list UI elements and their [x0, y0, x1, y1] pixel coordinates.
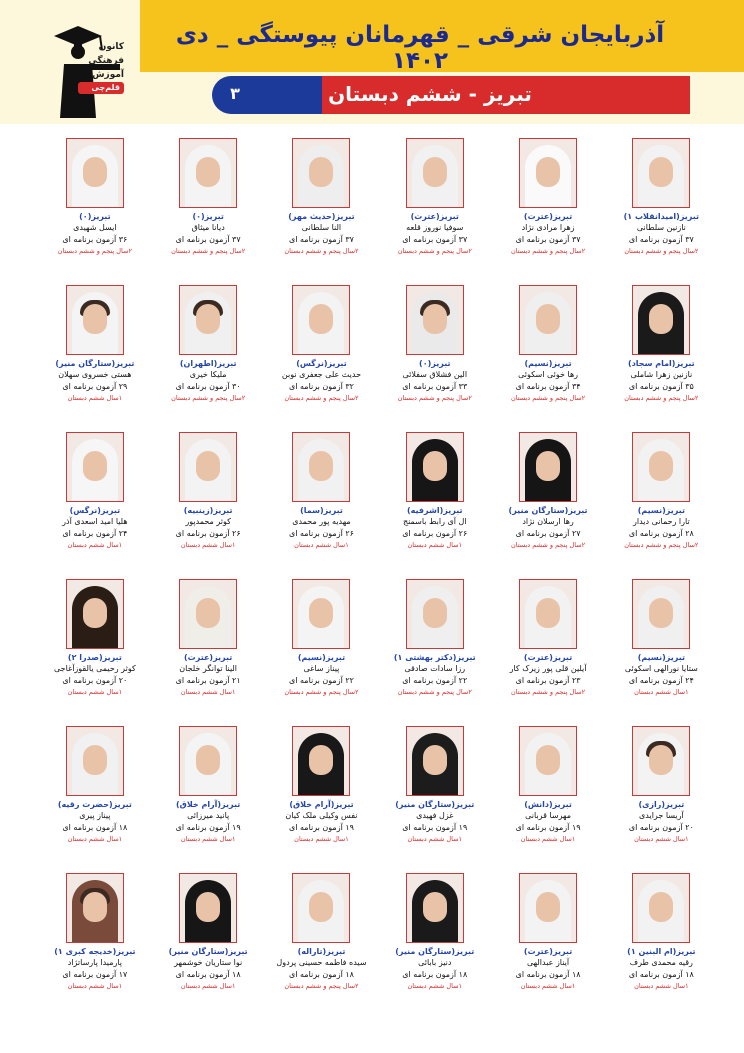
- student-card: [265, 869, 378, 1016]
- student-name: سوفیا نوروز قلعه: [406, 223, 464, 232]
- face-shape: [649, 157, 673, 187]
- student-name: رزا سادات صادقی: [404, 664, 466, 673]
- exam-count: ۳۳ آزمون برنامه ای: [402, 382, 468, 391]
- student-photo: [292, 579, 350, 649]
- face-shape: [196, 157, 220, 187]
- years-note: ۱سال ششم دبستان: [634, 982, 689, 990]
- student-name: نفس وکیلی ملک کیان: [285, 811, 358, 820]
- student-card: [152, 281, 265, 428]
- student-name: نوا ستاریان خوشمهر: [174, 958, 243, 967]
- student-name: کوثر رحیمی یالقوزآغاجی: [53, 664, 136, 673]
- school-label: تبریز(ستارگان منیر): [395, 800, 475, 809]
- years-note: ۱سال ششم دبستان: [294, 835, 349, 843]
- face-shape: [83, 451, 107, 481]
- years-note: ۱سال ششم دبستان: [180, 688, 236, 696]
- student-photo: [66, 579, 124, 649]
- student-card: [491, 428, 604, 575]
- face-shape: [536, 304, 560, 334]
- face-shape: [536, 157, 560, 187]
- student-photo: [292, 873, 350, 943]
- face-shape: [423, 745, 447, 775]
- exam-count: ۲۴ آزمون برنامه ای: [62, 529, 128, 538]
- student-name: پارمیدا پارساتژاد: [67, 958, 123, 967]
- student-name: پیناز پیری: [79, 811, 111, 820]
- student-card: [38, 722, 151, 869]
- student-card: [265, 281, 378, 428]
- student-card: [152, 575, 265, 722]
- years-note: ۱سال ششم دبستان: [407, 541, 463, 549]
- student-photo: [292, 285, 350, 355]
- student-name: الین فشلاق سفلائی: [402, 370, 468, 379]
- face-shape: [649, 304, 673, 334]
- student-card: [491, 575, 604, 722]
- face-shape: [423, 598, 447, 628]
- page-subtitle: تبریز - ششم دبستان: [328, 82, 532, 106]
- exam-count: ۱۹ آزمون برنامه ای: [175, 823, 241, 832]
- student-name: کوثر محمدپور: [185, 517, 231, 526]
- exam-count: ۲۶ آزمون برنامه ای: [175, 529, 241, 538]
- face-shape: [423, 451, 447, 481]
- years-note: ۱سال ششم دبستان: [634, 688, 689, 696]
- exam-count: ۱۸ آزمون برنامه ای: [175, 970, 241, 979]
- years-note: ۱سال ششم دبستان: [180, 541, 236, 549]
- school-label: تبریز(سما): [300, 506, 343, 515]
- student-name: مهرسا قربانی: [525, 811, 571, 820]
- exam-count: ۳۲ آزمون برنامه ای: [288, 382, 354, 391]
- student-card: [265, 428, 378, 575]
- years-note: ۱سال ششم دبستان: [294, 541, 349, 549]
- student-photo: [179, 432, 237, 502]
- face-shape: [196, 892, 220, 922]
- face-shape: [309, 745, 333, 775]
- school-label: تبریز(امام سجاد): [628, 359, 695, 368]
- school-label: تبریز(ستارگان منیر): [508, 506, 588, 515]
- exam-count: ۱۷ آزمون برنامه ای: [62, 970, 128, 979]
- student-name: رها ارسلان نژاد: [522, 517, 574, 526]
- student-card: [152, 722, 265, 869]
- years-note: ۱سال ششم دبستان: [67, 541, 123, 549]
- exam-count: ۲۰ آزمون برنامه ای: [62, 676, 128, 685]
- school-label: تبریز(عترت): [523, 212, 573, 221]
- student-name: پانید میرزائی: [187, 811, 230, 820]
- face-shape: [536, 598, 560, 628]
- student-card: [152, 134, 265, 281]
- student-photo: [632, 726, 690, 796]
- face-shape: [309, 451, 333, 481]
- face-shape: [196, 304, 220, 334]
- school-label: تبریز(تاراله): [297, 947, 346, 956]
- student-photo: [519, 138, 577, 208]
- student-name: زهرا مرادی نژاد: [521, 223, 575, 232]
- exam-count: ۳۷ آزمون برنامه ای: [288, 235, 354, 244]
- student-photo: [179, 726, 237, 796]
- school-label: تبریز(خدیجه کبری ۱): [54, 947, 136, 956]
- student-card: [378, 281, 491, 428]
- exam-count: ۲۴ آزمون برنامه ای: [628, 676, 694, 685]
- logo-line: فرهنگی: [88, 56, 124, 66]
- exam-count: ۳۷ آزمون برنامه ای: [628, 235, 694, 244]
- exam-count: ۱۸ آزمون برنامه ای: [62, 823, 128, 832]
- school-label: تبریز(زینبیه): [183, 506, 233, 515]
- years-note: ۱سال ششم دبستان: [67, 394, 123, 402]
- exam-count: ۱۹ آزمون برنامه ای: [402, 823, 468, 832]
- student-card: [491, 281, 604, 428]
- years-note: ۲سال پنجم و ششم دبستان: [171, 394, 246, 402]
- years-note: ۲سال پنجم و ششم دبستان: [284, 982, 359, 990]
- face-shape: [536, 892, 560, 922]
- student-name: ستایا نورالهی اسکوئی: [624, 664, 698, 673]
- exam-count: ۳۰ آزمون برنامه ای: [175, 382, 241, 391]
- student-name: النا سلطانی: [301, 223, 342, 232]
- student-card: [265, 134, 378, 281]
- face-shape: [309, 157, 333, 187]
- face-shape: [649, 745, 673, 775]
- students-grid: [38, 134, 718, 1049]
- years-note: ۲سال پنجم و ششم دبستان: [284, 688, 359, 696]
- face-shape: [423, 892, 447, 922]
- student-card: [38, 134, 151, 281]
- years-note: ۱سال ششم دبستان: [520, 835, 576, 843]
- school-label: تبریز(نسیم): [637, 653, 685, 662]
- years-note: ۱سال ششم دبستان: [407, 982, 463, 990]
- years-note: ۲سال پنجم و ششم دبستان: [284, 394, 359, 402]
- student-card: [265, 722, 378, 869]
- years-note: ۱سال ششم دبستان: [67, 688, 123, 696]
- student-name: آیناز عبدالهی: [527, 958, 570, 967]
- face-shape: [83, 598, 107, 628]
- years-note: ۲سال پنجم و ششم دبستان: [397, 247, 472, 255]
- student-photo: [519, 726, 577, 796]
- student-name: دنیز بابائی: [418, 958, 452, 967]
- student-name: ایسل شهیدی: [73, 223, 117, 232]
- student-name: نازنین سلطانی: [636, 223, 686, 232]
- student-photo: [292, 138, 350, 208]
- face-shape: [649, 598, 673, 628]
- exam-count: ۳۴ آزمون برنامه ای: [515, 382, 581, 391]
- face-shape: [649, 892, 673, 922]
- school-label: تبریز(عترت): [184, 653, 233, 662]
- face-shape: [423, 304, 447, 334]
- student-photo: [632, 873, 690, 943]
- school-label: تبریز(عترت): [523, 653, 573, 662]
- school-label: تبریز(عترت): [410, 212, 459, 221]
- years-note: ۱سال ششم دبستان: [180, 835, 236, 843]
- student-photo: [292, 432, 350, 502]
- student-name: هلیا امید اسعدی آذر: [62, 517, 128, 526]
- student-name: سیده فاطمه حسینی پردول: [276, 958, 367, 967]
- face-shape: [309, 304, 333, 334]
- student-card: [605, 575, 718, 722]
- student-name: رقیه محمدی طرف: [629, 958, 693, 967]
- exam-count: ۲۳ آزمون برنامه ای: [515, 676, 581, 685]
- exam-count: ۱۸ آزمون برنامه ای: [288, 970, 354, 979]
- student-card: [152, 869, 265, 1016]
- face-shape: [536, 745, 560, 775]
- student-photo: [292, 726, 350, 796]
- student-card: [605, 134, 718, 281]
- school-label: تبریز(آرام خلاق): [289, 800, 354, 809]
- exam-count: ۱۸ آزمون برنامه ای: [402, 970, 468, 979]
- exam-count: ۲۷ آزمون برنامه ای: [515, 529, 581, 538]
- exam-count: ۱۹ آزمون برنامه ای: [288, 823, 354, 832]
- student-name: هستی خسروی سهلان: [58, 370, 132, 379]
- student-card: [378, 428, 491, 575]
- school-label: تبریز(ستارگان منیر): [395, 947, 475, 956]
- years-note: ۲سال پنجم و ششم دبستان: [171, 247, 246, 255]
- student-card: [605, 722, 718, 869]
- student-photo: [406, 285, 464, 355]
- student-photo: [66, 726, 124, 796]
- student-photo: [519, 285, 577, 355]
- exam-count: ۳۷ آزمون برنامه ای: [175, 235, 241, 244]
- school-label: تبریز(۰): [419, 359, 451, 368]
- school-label: تبریز(نسیم): [637, 506, 685, 515]
- student-card: [491, 134, 604, 281]
- face-shape: [196, 598, 220, 628]
- student-photo: [406, 432, 464, 502]
- years-note: ۱سال ششم دبستان: [67, 835, 123, 843]
- school-label: تبریز(دانش): [524, 800, 572, 809]
- face-shape: [309, 598, 333, 628]
- school-label: تبریز(ستارگان منیر): [168, 947, 248, 956]
- student-card: [38, 428, 151, 575]
- student-card: [605, 869, 718, 1016]
- student-name: دیانا میثاق: [191, 223, 225, 232]
- student-photo: [406, 873, 464, 943]
- student-card: [38, 575, 151, 722]
- school-label: تبریز(حدیث مهر): [288, 212, 355, 221]
- student-photo: [66, 873, 124, 943]
- years-note: ۲سال پنجم و ششم دبستان: [510, 394, 586, 402]
- student-card: [378, 575, 491, 722]
- school-label: تبریز(اشرفیه): [407, 506, 463, 515]
- student-card: [378, 722, 491, 869]
- school-label: تبریز(صدرا ۲): [67, 653, 122, 662]
- student-name: حدیث علی جعفری نوبن: [281, 370, 362, 379]
- exam-count: ۱۸ آزمون برنامه ای: [515, 970, 581, 979]
- student-name: پیناز ساغی: [303, 664, 340, 673]
- student-photo: [66, 432, 124, 502]
- student-photo: [179, 285, 237, 355]
- student-card: [378, 869, 491, 1016]
- logo-text: [78, 40, 124, 94]
- exam-count: ۳۷ آزمون برنامه ای: [515, 235, 581, 244]
- student-photo: [632, 432, 690, 502]
- years-note: ۲سال پنجم و ششم دبستان: [57, 247, 132, 255]
- student-photo: [632, 285, 690, 355]
- face-shape: [649, 451, 673, 481]
- student-photo: [179, 138, 237, 208]
- years-note: ۱سال ششم دبستان: [67, 982, 123, 990]
- exam-count: ۲۱ آزمون برنامه ای: [175, 676, 241, 685]
- face-shape: [196, 451, 220, 481]
- face-shape: [536, 451, 560, 481]
- years-note: ۱سال ششم دبستان: [520, 982, 576, 990]
- years-note: ۲سال پنجم و ششم دبستان: [624, 247, 699, 255]
- face-shape: [423, 157, 447, 187]
- exam-count: ۲۹ آزمون برنامه ای: [62, 382, 128, 391]
- student-card: [491, 869, 604, 1016]
- student-name: رها خوئی اسکوئی: [518, 370, 579, 379]
- student-name: مهدیه پور محمدی: [292, 517, 351, 526]
- school-label: تبریز(امیدانقلاب ۱): [623, 212, 700, 221]
- student-name: نازنین زهرا شاملی: [630, 370, 693, 379]
- school-label: تبریز(اطهران): [179, 359, 237, 368]
- student-photo: [519, 432, 577, 502]
- student-name: ملیکا خیری: [189, 370, 227, 379]
- exam-count: ۱۸ آزمون برنامه ای: [628, 970, 694, 979]
- years-note: ۲سال پنجم و ششم دبستان: [624, 541, 699, 549]
- face-shape: [309, 892, 333, 922]
- face-shape: [83, 304, 107, 334]
- school-label: تبریز(دکتر بهشتی ۱): [393, 653, 476, 662]
- exam-count: ۳۵ آزمون برنامه ای: [628, 382, 694, 391]
- school-label: تبریز(نرگس): [69, 506, 121, 515]
- student-photo: [66, 285, 124, 355]
- student-photo: [406, 726, 464, 796]
- student-photo: [179, 579, 237, 649]
- page-number: ۳: [230, 84, 240, 103]
- school-label: تبریز(آرام خلاق): [176, 800, 241, 809]
- exam-count: ۱۹ آزمون برنامه ای: [515, 823, 581, 832]
- years-note: ۲سال پنجم و ششم دبستان: [397, 688, 472, 696]
- school-label: تبریز(نسیم): [297, 653, 346, 662]
- years-note: ۲سال پنجم و ششم دبستان: [624, 394, 699, 402]
- student-name: تارا رحمانی دیدار: [633, 517, 690, 526]
- years-note: ۲سال پنجم و ششم دبستان: [510, 247, 586, 255]
- exam-count: ۲۶ آزمون برنامه ای: [288, 529, 354, 538]
- student-card: [378, 134, 491, 281]
- student-photo: [632, 138, 690, 208]
- years-note: ۱سال ششم دبستان: [634, 835, 689, 843]
- student-name: آریسا جرایدی: [639, 811, 684, 820]
- school-label: تبریز(ستارگان منیر): [55, 359, 135, 368]
- school-label: تبریز(نسیم): [524, 359, 572, 368]
- face-shape: [196, 745, 220, 775]
- exam-count: ۲۲ آزمون برنامه ای: [288, 676, 354, 685]
- face-shape: [83, 745, 107, 775]
- exam-count: ۳۶ آزمون برنامه ای: [62, 235, 128, 244]
- school-label: تبریز(۰): [79, 212, 111, 221]
- years-note: ۲سال پنجم و ششم دبستان: [284, 247, 359, 255]
- student-card: [38, 281, 151, 428]
- student-photo: [519, 579, 577, 649]
- school-label: تبریز(عترت): [523, 947, 573, 956]
- student-card: [605, 428, 718, 575]
- page-title: آذربایجان شرقی _ قهرمانان پیوستگی _ دی ۱۴۰۲: [175, 22, 665, 74]
- years-note: ۲سال پنجم و ششم دبستان: [510, 688, 586, 696]
- student-card: [152, 428, 265, 575]
- exam-count: ۲۲ آزمون برنامه ای: [402, 676, 468, 685]
- student-name: ال آی رابط باسمنج: [402, 517, 467, 526]
- school-label: تبریز(۰): [192, 212, 224, 221]
- student-photo: [632, 579, 690, 649]
- logo-badge: قلم‌چی: [78, 82, 124, 94]
- student-photo: [406, 579, 464, 649]
- student-photo: [406, 138, 464, 208]
- student-photo: [66, 138, 124, 208]
- face-shape: [83, 892, 107, 922]
- logo-line: آموزش: [92, 70, 124, 80]
- years-note: ۱سال ششم دبستان: [407, 835, 463, 843]
- exam-count: ۲۰ آزمون برنامه ای: [628, 823, 694, 832]
- years-note: ۲سال پنجم و ششم دبستان: [510, 541, 586, 549]
- years-note: ۱سال ششم دبستان: [180, 982, 236, 990]
- student-card: [491, 722, 604, 869]
- exam-count: ۲۸ آزمون برنامه ای: [628, 529, 694, 538]
- face-shape: [83, 157, 107, 187]
- student-card: [605, 281, 718, 428]
- logo-line: کانون: [98, 42, 124, 52]
- student-photo: [179, 873, 237, 943]
- school-label: تبریز(رازی): [638, 800, 685, 809]
- student-name: آیلین قلی پور زیرک کار: [509, 664, 587, 673]
- school-label: تبریز(نرگس): [296, 359, 347, 368]
- student-name: غزل فهیدی: [416, 811, 454, 820]
- page-header: [0, 0, 744, 124]
- student-card: [265, 575, 378, 722]
- student-name: الینا توانگر خلجان: [179, 664, 238, 673]
- student-card: [38, 869, 151, 1016]
- school-label: تبریز(حضرت رقیه): [57, 800, 132, 809]
- exam-count: ۲۶ آزمون برنامه ای: [402, 529, 468, 538]
- student-photo: [519, 873, 577, 943]
- years-note: ۲سال پنجم و ششم دبستان: [397, 394, 472, 402]
- school-label: تبریز(ام البنین ۱): [627, 947, 696, 956]
- exam-count: ۳۷ آزمون برنامه ای: [402, 235, 468, 244]
